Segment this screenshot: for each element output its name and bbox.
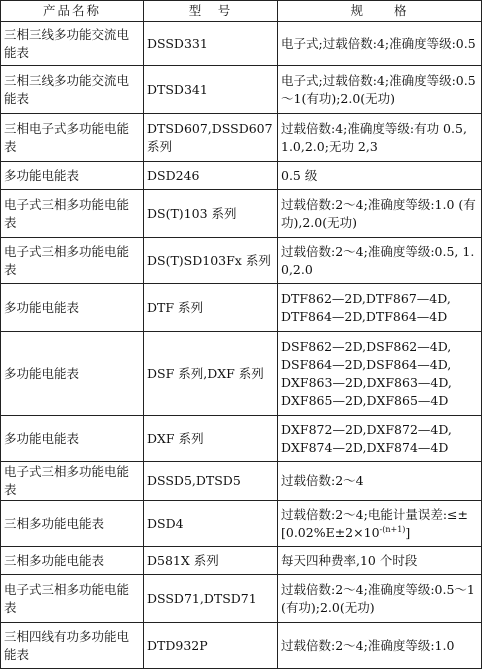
header-spec: 规 格 bbox=[278, 1, 482, 22]
model-cell: DS(T)103 系列 bbox=[144, 190, 278, 238]
spec-exponent: -(n+1) bbox=[379, 524, 406, 534]
table-row bbox=[1, 238, 482, 284]
table-row bbox=[1, 284, 482, 332]
table-row bbox=[1, 623, 482, 669]
product-name-cell: 电子式三相多功能电能表 bbox=[1, 238, 144, 284]
model-cell: D581X 系列 bbox=[144, 547, 278, 575]
model-cell: DXF 系列 bbox=[144, 416, 278, 462]
model-cell: DSF 系列,DXF 系列 bbox=[144, 332, 278, 416]
product-name-cell: 多功能电能表 bbox=[1, 162, 144, 190]
table-row bbox=[1, 66, 482, 114]
table-row bbox=[1, 501, 482, 547]
spec-cell bbox=[278, 501, 482, 547]
product-name-cell: 三相三线多功能交流电能表 bbox=[1, 22, 144, 66]
table-row bbox=[1, 22, 482, 66]
model-cell: DSD4 bbox=[144, 501, 278, 547]
spec-cell: DSF862—2D,DSF862—4D, DSF864—2D,DSF864—4D, DXF863—2D,DXF863—4D, DXF865—2D,DXF865—4D bbox=[278, 332, 482, 416]
spec-cell: 过载倍数:2～4 bbox=[278, 462, 482, 501]
model-cell: DSD246 bbox=[144, 162, 278, 190]
model-cell: DTSD341 bbox=[144, 66, 278, 114]
model-cell: DTSD607,DSSD607 系列 bbox=[144, 114, 278, 162]
table-row bbox=[1, 114, 482, 162]
spec-formula: [0.02%E±2×10 bbox=[281, 524, 380, 540]
spec-formula-end: ] bbox=[405, 524, 411, 540]
spec-cell: 过载倍数:2～4;准确度等级:1.0 bbox=[278, 623, 482, 669]
spec-cell: 每天四种费率,10 个时段 bbox=[278, 547, 482, 575]
model-cell: DSSD5,DTSD5 bbox=[144, 462, 278, 501]
model-cell: DS(T)SD103Fx 系列 bbox=[144, 238, 278, 284]
table-row bbox=[1, 332, 482, 416]
table-row bbox=[1, 190, 482, 238]
model-cell: DTF 系列 bbox=[144, 284, 278, 332]
header-model: 型 号 bbox=[144, 1, 278, 22]
product-name-cell: 三相电子式多功能电能表 bbox=[1, 114, 144, 162]
spec-cell: 过载倍数:2～4;准确度等级:1.0 (有功),2.0(无功) bbox=[278, 190, 482, 238]
table-header-row bbox=[1, 1, 482, 22]
spec-cell: 电子式;过载倍数:4;准确度等级:0.5 bbox=[278, 22, 482, 66]
model-cell: DTD932P bbox=[144, 623, 278, 669]
spec-cell: DTF862—2D,DTF867—4D, DTF864—2D,DTF864—4D bbox=[278, 284, 482, 332]
spec-cell: 电子式;过载倍数:4;准确度等级:0.5～1(有功);2.0(无功) bbox=[278, 66, 482, 114]
spec-text: 过载倍数:2～4;电能计量误差:≤± bbox=[281, 506, 468, 522]
product-name-cell: 电子式三相多功能电能表 bbox=[1, 462, 144, 501]
product-name-cell: 多功能电能表 bbox=[1, 284, 144, 332]
product-name-cell: 三相多功能电能表 bbox=[1, 501, 144, 547]
model-cell: DSSD71,DTSD71 bbox=[144, 575, 278, 623]
table-row bbox=[1, 162, 482, 190]
spec-cell: 0.5 级 bbox=[278, 162, 482, 190]
spec-cell: 过载倍数:4;准确度等级:有功 0.5, 1.0,2.0;无功 2,3 bbox=[278, 114, 482, 162]
header-product-name: 产品名称 bbox=[1, 1, 144, 22]
product-name-cell: 电子式三相多功能电能表 bbox=[1, 575, 144, 623]
table-row bbox=[1, 547, 482, 575]
spec-cell: DXF872—2D,DXF872—4D, DXF874—2D,DXF874—4D bbox=[278, 416, 482, 462]
product-name-cell: 三相三线多功能交流电能表 bbox=[1, 66, 144, 114]
product-name-cell: 多功能电能表 bbox=[1, 332, 144, 416]
product-name-cell: 三相多功能电能表 bbox=[1, 547, 144, 575]
table-row bbox=[1, 416, 482, 462]
product-name-cell: 电子式三相多功能电能表 bbox=[1, 190, 144, 238]
spec-cell: 过载倍数:2～4;准确度等级:0.5, 1.0,2.0 bbox=[278, 238, 482, 284]
table-row bbox=[1, 462, 482, 501]
spec-cell: 过载倍数:2～4;准确度等级:0.5～1 (有功);2.0(无功) bbox=[278, 575, 482, 623]
table-row bbox=[1, 575, 482, 623]
product-name-cell: 多功能电能表 bbox=[1, 416, 144, 462]
product-name-cell: 三相四线有功多功能电能表 bbox=[1, 623, 144, 669]
model-cell: DSSD331 bbox=[144, 22, 278, 66]
